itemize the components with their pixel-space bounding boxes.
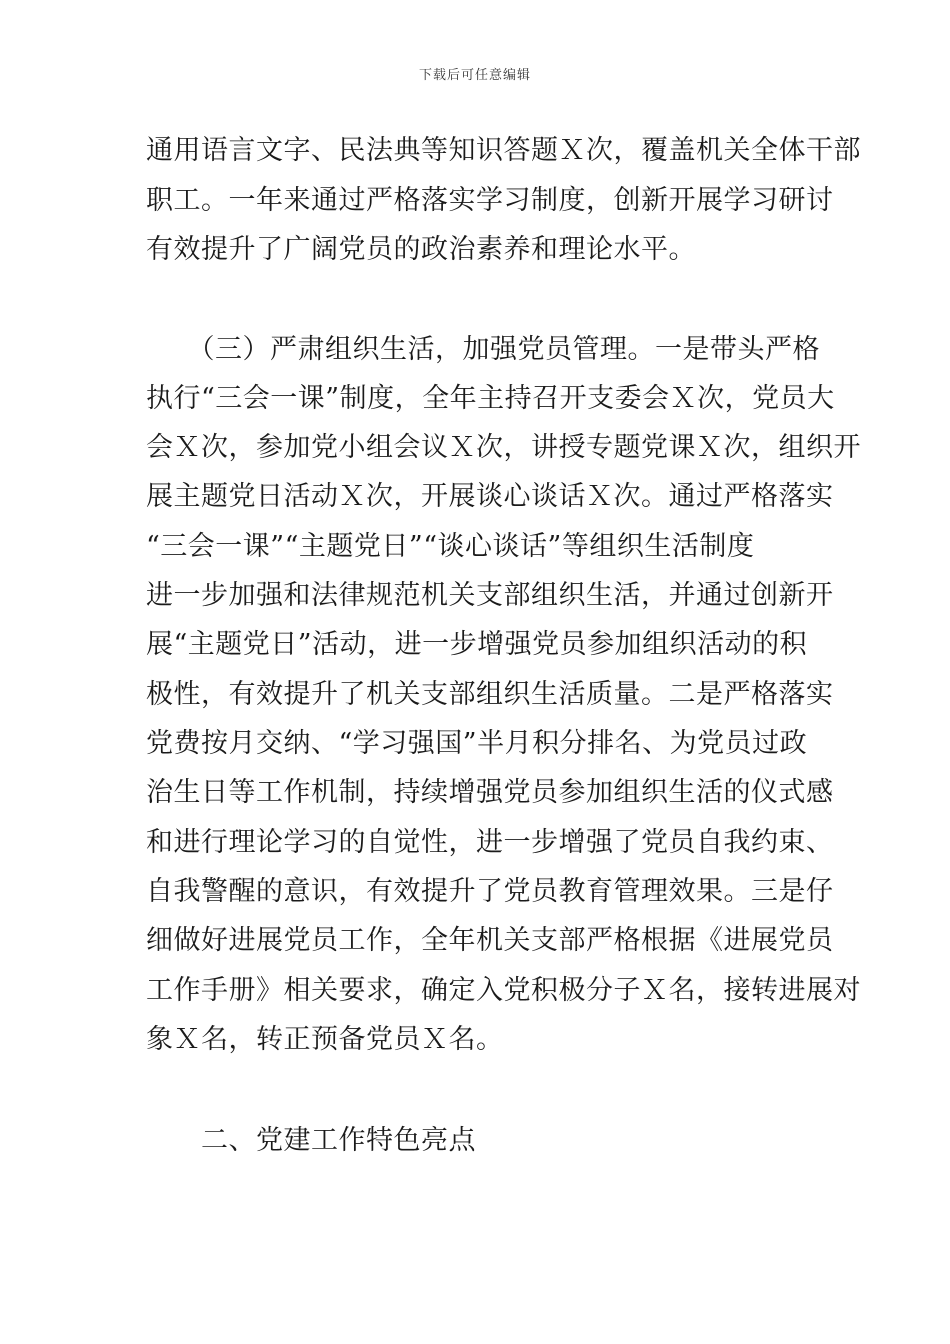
paragraph-line: 和进行理论学习的自觉性，进一步增强了党员自我约束、 [146,827,834,858]
paragraph-line: （三）严肃组织生活，加强党员管理。一是带头严格 [146,334,820,365]
paragraph-line: 执行“三会一课”制度，全年主持召开支委会Ｘ次，党员大 [146,383,835,414]
paragraph-line: 极性，有效提升了机关支部组织生活质量。二是严格落实 [146,679,834,710]
paragraph-line: 展“主题党日”活动，进一步增强党员参加组织活动的积 [146,629,808,660]
paragraph-line: 通用语言文字、民法典等知识答题Ｘ次，覆盖机关全体干部 [146,135,861,166]
paragraph-line: 治生日等工作机制，持续增强党员参加组织生活的仪式感 [146,777,834,808]
paragraph-line: 会Ｘ次，参加党小组会议Ｘ次，讲授专题党课Ｘ次，组织开 [146,432,861,463]
header-note: 下载后可任意编辑 [418,68,531,83]
paragraph-line: 细做好进展党员工作，全年机关支部严格根据《进展党员 [146,925,834,956]
paragraph-line: 自我警醒的意识，有效提升了党员教育管理效果。三是仔 [146,876,834,907]
paragraph-line: 工作手册》相关要求，确定入党积极分子Ｘ名，接转进展对 [146,975,861,1006]
paragraph-line: 党费按月交纳、“学习强国”半月积分排名、为党员过政 [146,728,808,759]
paragraph-line: 有效提升了广阔党员的政治素养和理论水平。 [146,234,696,265]
paragraph-line: 进一步加强和法律规范机关支部组织生活，并通过创新开 [146,580,834,611]
section-heading: 二、党建工作特色亮点 [146,1125,476,1156]
paragraph-line: “三会一课”“主题党日”“谈心谈话”等组织生活制度 [146,531,755,562]
paragraph-line: 象Ｘ名，转正预备党员Ｘ名。 [146,1024,504,1055]
paragraph-line: 职工。一年来通过严格落实学习制度，创新开展学习研讨 [146,185,834,216]
paragraph-line: 展主题党日活动Ｘ次，开展谈心谈话Ｘ次。通过严格落实 [146,481,834,512]
